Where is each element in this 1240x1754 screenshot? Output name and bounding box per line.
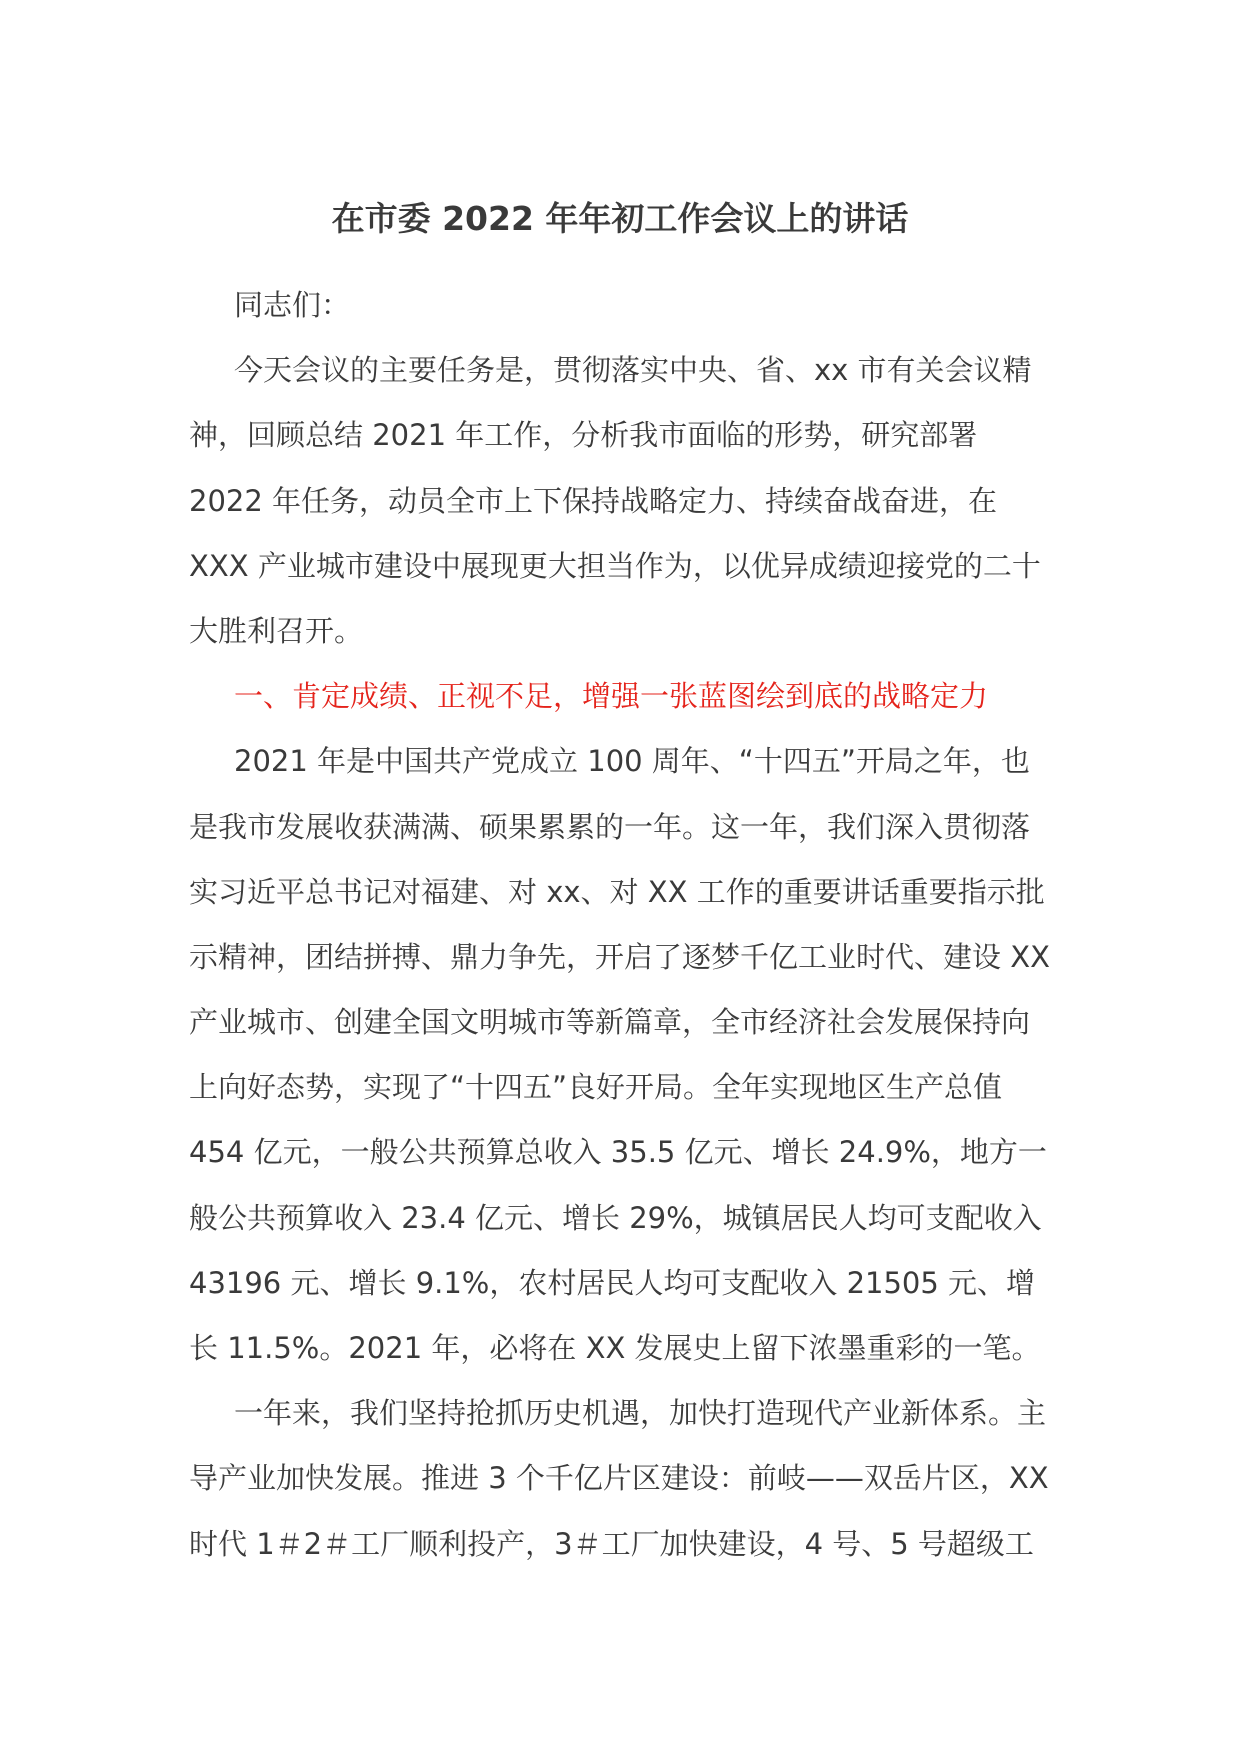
salutation-paragraph xyxy=(189,273,1057,338)
paragraph-line: 时代 1＃2＃工厂顺利投产，3＃工厂加快建设，4 号、5 号超级工 xyxy=(189,1526,1034,1561)
paragraph-line: XXX 产业城市建设中展现更大担当作为，以优异成绩迎接党的二十 xyxy=(189,548,1041,583)
paragraph-line: 实习近平总书记对福建、对 xx、对 XX 工作的重要讲话重要指示批 xyxy=(189,874,1045,909)
paragraph-line: 一年来，我们坚持抢抓历史机遇，加快打造现代产业新体系。主 xyxy=(234,1396,1047,1431)
salutation: 同志们： xyxy=(234,288,351,322)
paragraph xyxy=(189,1381,1057,1577)
document-title: 在市委 2022 年年初工作会议上的讲话 xyxy=(331,199,909,238)
paragraph xyxy=(189,729,1057,1381)
paragraph-line: 是我市发展收获满满、硕果累累的一年。这一年，我们深入贯彻落 xyxy=(189,809,1031,844)
paragraph-line: 神，回顾总结 2021 年工作，分析我市面临的形势，研究部署 xyxy=(189,418,978,453)
paragraph-line: 2021 年是中国共产党成立 100 周年、“十四五”开局之年，也 xyxy=(234,744,1030,779)
section-heading-block xyxy=(189,664,1057,729)
paragraph-line: 示精神，团结拼搏、鼎力争先，开启了逐梦千亿工业时代、建设 XX xyxy=(189,939,1050,974)
paragraph-line: 454 亿元，一般公共预算总收入 35.5 亿元、增长 24.9%，地方一 xyxy=(189,1135,1047,1170)
paragraph-line: 般公共预算收入 23.4 亿元、增长 29%，城镇居民人均可支配收入 xyxy=(189,1200,1042,1235)
paragraph-line: 长 11.5%。2021 年，必将在 XX 发展史上留下浓墨重彩的一笔。 xyxy=(189,1331,1041,1365)
paragraph-line: 今天会议的主要任务是，贯彻落实中央、省、xx 市有关会议精 xyxy=(234,353,1032,388)
paragraph-line: 上向好态势，实现了“十四五”良好开局。全年实现地区生产总值 xyxy=(189,1070,1003,1105)
paragraph-line: 43196 元、增长 9.1%，农村居民人均可支配收入 21505 元、增 xyxy=(189,1265,1036,1300)
paragraph-line: 导产业加快发展。推进 3 个千亿片区建设：前岐——双岳片区，XX xyxy=(189,1461,1049,1496)
paragraph-line: 2022 年任务，动员全市上下保持战略定力、持续奋战奋进，在 xyxy=(189,483,998,518)
document-body xyxy=(189,273,1057,1577)
section-heading: 一、肯定成绩、正视不足，增强一张蓝图绘到底的战略定力 xyxy=(234,679,989,714)
paragraph-line: 产业城市、创建全国文明城市等新篇章，全市经济社会发展保持向 xyxy=(189,1005,1031,1040)
intro-paragraph xyxy=(189,338,1057,664)
paragraph-line: 大胜利召开。 xyxy=(189,613,364,648)
